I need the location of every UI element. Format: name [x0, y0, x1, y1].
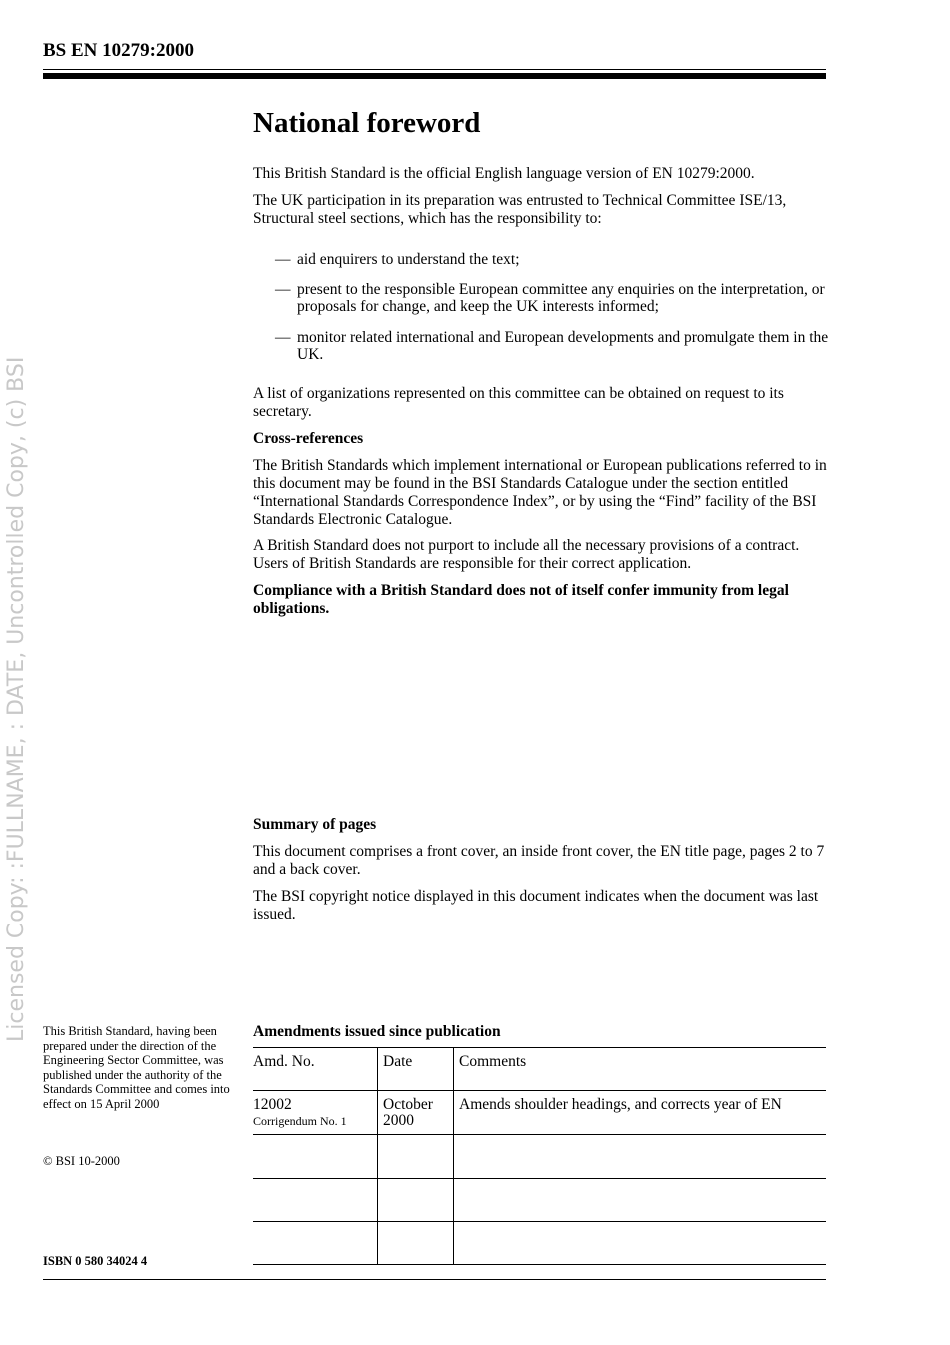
- isbn-line: ISBN 0 580 34024 4: [43, 1254, 148, 1268]
- table-row-divider: [253, 1090, 826, 1091]
- bullet-text: aid enquirers to understand the text;: [297, 251, 520, 268]
- publication-note: This British Standard, having been prepared under the direction of the Engineering Sector Committee, was published under the authority of the Standards Committee and comes into effect on 15 April 2000: [43, 1024, 230, 1111]
- page-title: National foreword: [253, 107, 481, 139]
- document-id: BS EN 10279:2000: [43, 40, 194, 61]
- amendments-table: [253, 1047, 826, 1265]
- paragraph-contract-provisions: A British Standard does not purport to include all the necessary provisions of a contract. Users of British Standards are responsible for their correct application.: [253, 537, 800, 572]
- paragraph-cross-references: The British Standards which implement international or European publications referred to in this document may be found in the BSI Standards Catalogue under the section entitled “International Standards Correspondence Index”, or by using the “Find” facility of the BSI Standards Electronic Catalogue.: [253, 457, 827, 528]
- heading-cross-references: Cross-references: [253, 430, 364, 447]
- heading-summary-of-pages: Summary of pages: [253, 816, 377, 833]
- footer-rule: [43, 1279, 826, 1280]
- watermark-text: Licensed Copy: :FULLNAME, : DATE, Uncontrolled Copy, (c) BSI: [4, 356, 29, 1042]
- amendment-corrigendum: Corrigendum No. 1: [253, 1114, 347, 1128]
- paragraph-copyright-notice: The BSI copyright notice displayed in this document indicates when the document was last issued.: [253, 888, 819, 923]
- table-divider: [377, 1048, 378, 1265]
- paragraph-uk-participation: The UK participation in its preparation was entrusted to Technical Committee ISE/13, Structural steel sections, which has the responsibility to:: [253, 192, 787, 227]
- paragraph-committee-list: A list of organizations represented on this committee can be obtained on request to its secretary.: [253, 385, 784, 420]
- header-rule-thick: [43, 73, 826, 79]
- bullet-dash: —: [275, 251, 291, 268]
- paragraph-official-version: This British Standard is the official English language version of EN 10279:2000.: [253, 165, 755, 182]
- bullet-dash: —: [275, 329, 291, 346]
- header-rule-thin: [43, 69, 826, 70]
- amendment-date-month: October: [383, 1096, 433, 1113]
- table-row-divider: [253, 1134, 826, 1135]
- column-header-comments: Comments: [459, 1053, 527, 1070]
- bullet-text: monitor related international and European developments and promulgate them in the UK.: [297, 329, 829, 363]
- paragraph-pages-summary: This document comprises a front cover, an inside front cover, the EN title page, pages 2 to 7 and a back cover.: [253, 843, 825, 878]
- amendment-comments: Amends shoulder headings, and corrects year of EN: [459, 1096, 782, 1113]
- table-row-divider: [253, 1264, 826, 1265]
- column-header-amd-no: Amd. No.: [253, 1053, 315, 1070]
- column-header-date: Date: [383, 1053, 413, 1070]
- amendment-date-year: 2000: [383, 1112, 414, 1129]
- amendments-heading: Amendments issued since publication: [253, 1023, 501, 1040]
- table-row-divider: [253, 1221, 826, 1222]
- bullet-text: present to the responsible European committee any enquiries on the interpretation, or proposals for change, and keep the UK interests informed;: [297, 281, 825, 315]
- paragraph-compliance: Compliance with a British Standard does not of itself confer immunity from legal obligations.: [253, 582, 789, 617]
- amendment-number: 12002: [253, 1096, 292, 1113]
- table-row-divider: [253, 1178, 826, 1179]
- bullet-dash: —: [275, 281, 291, 298]
- table-divider: [453, 1048, 454, 1265]
- copyright-line: © BSI 10-2000: [43, 1154, 120, 1168]
